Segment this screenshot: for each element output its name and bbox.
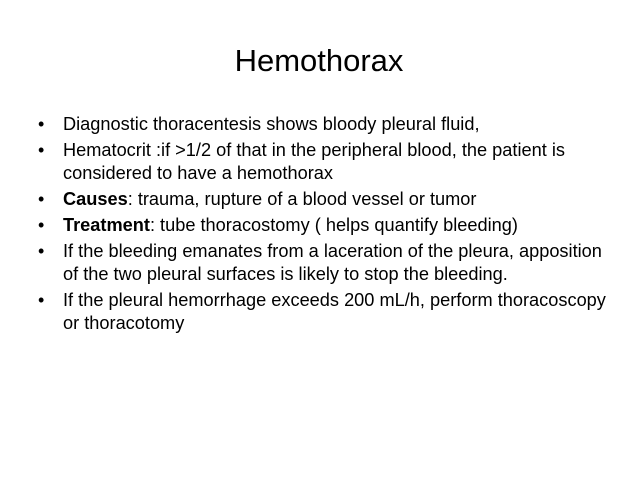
bullet-dot-icon: • (38, 140, 45, 160)
bullet-dot-icon: • (38, 241, 45, 261)
bullet-text: : trauma, rupture of a blood vessel or tumor (127, 189, 477, 209)
bullet-text: Hematocrit :if >1/2 of that in the peripheral blood, the patient is considered to have a hemothorax (63, 140, 565, 183)
bullet-label-treatment: Treatment (63, 215, 150, 235)
bullet-dot-icon: • (38, 215, 45, 235)
bullet-dot-icon: • (38, 290, 45, 310)
bullet-item-diagnostic (38, 113, 608, 136)
bullet-item-hematocrit (38, 139, 608, 185)
bullet-text: If the bleeding emanates from a laceration of the pleura, apposition of the two pleural surfaces is likely to stop the bleeding. (63, 241, 602, 284)
bullet-item-laceration (38, 240, 608, 286)
bullet-list (38, 113, 608, 338)
bullet-text: Diagnostic thoracentesis shows bloody pleural fluid, (63, 114, 480, 134)
bullet-text: If the pleural hemorrhage exceeds 200 mL/h, perform thoracoscopy or thoracotomy (63, 290, 606, 333)
bullet-dot-icon: • (38, 114, 45, 134)
bullet-text: : tube thoracostomy ( helps quantify bleeding) (149, 215, 518, 235)
slide-title: Hemothorax (234, 43, 404, 78)
bullet-dot-icon: • (38, 189, 45, 209)
bullet-item-causes (38, 188, 608, 211)
bullet-item-treatment (38, 214, 608, 237)
bullet-item-hemorrhage (38, 289, 608, 335)
bullet-label-causes: Causes (63, 189, 128, 209)
